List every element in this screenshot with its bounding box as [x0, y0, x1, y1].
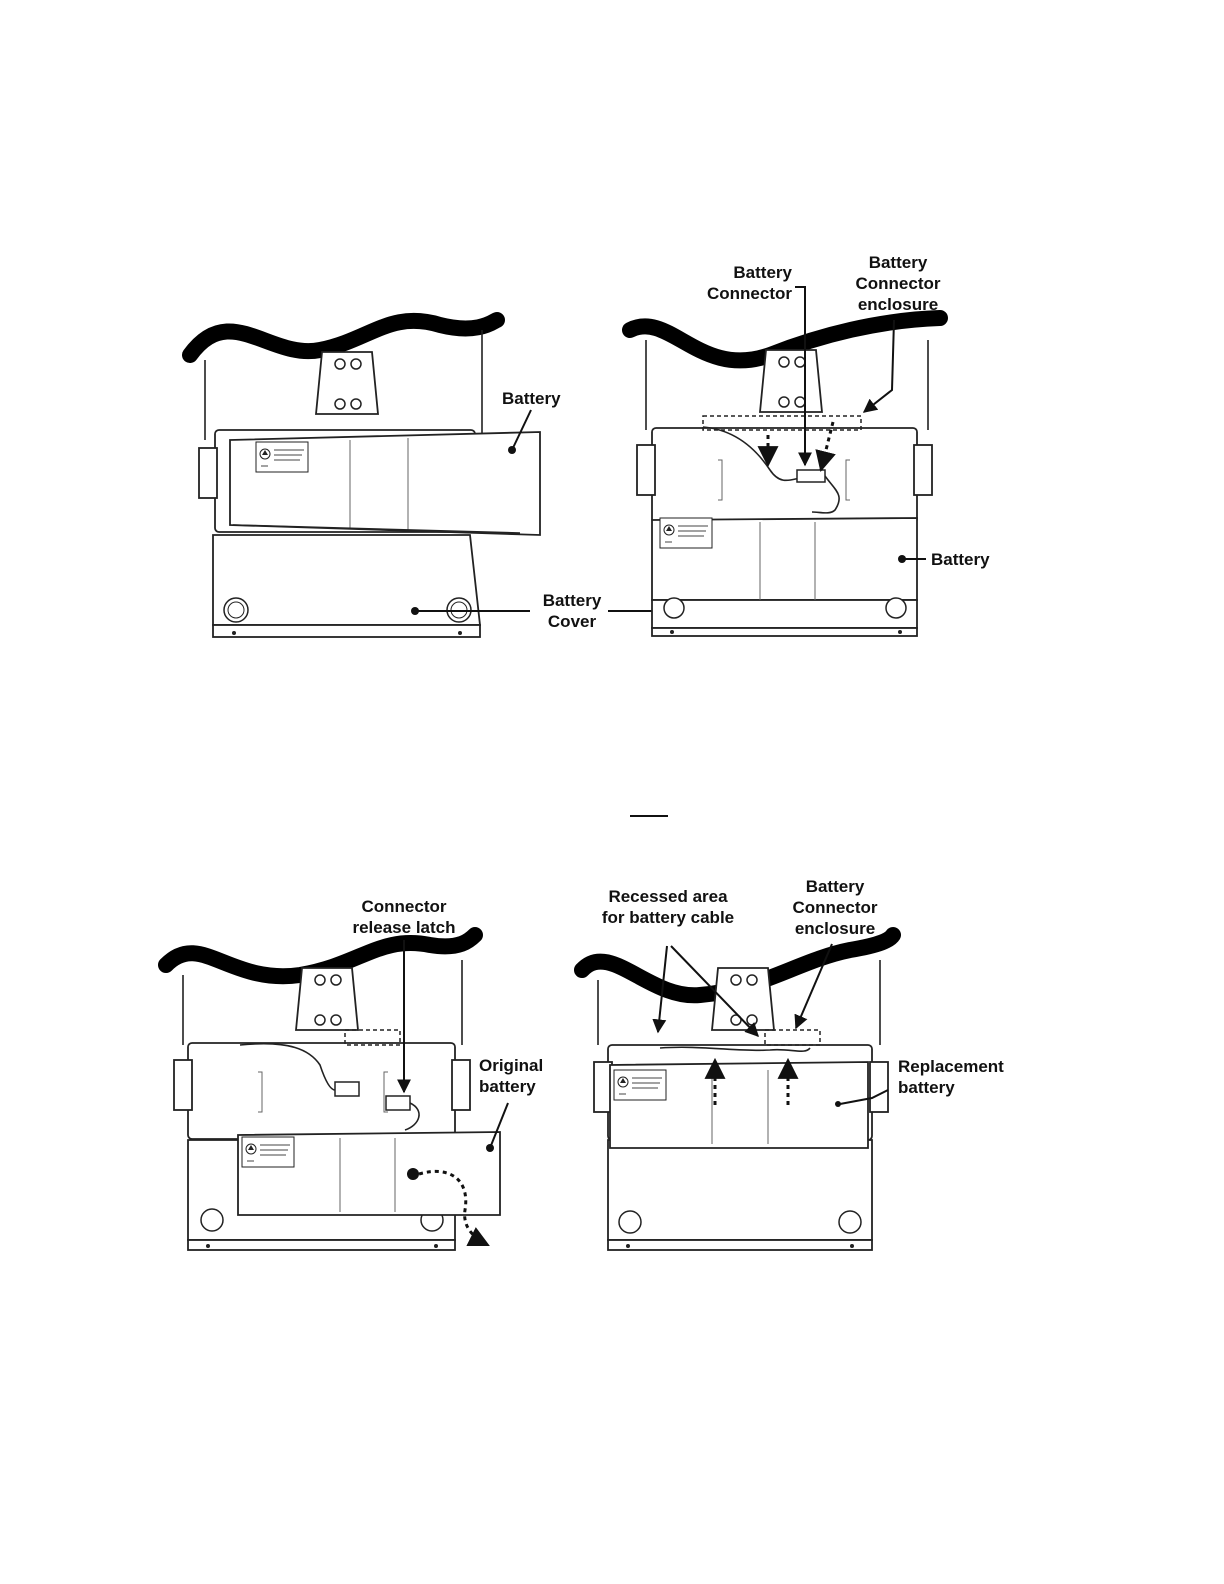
label-battery-top-left: Battery: [502, 389, 561, 408]
label-replacement-battery: Replacement battery: [898, 1057, 1004, 1097]
label-battery-connector: Battery Connector: [707, 263, 792, 303]
panel-top-left: [190, 320, 540, 637]
label-battery-top-right: Battery: [931, 550, 990, 569]
label-connector-enclosure-bottom: Battery Connector enclosure: [792, 877, 878, 938]
label-connector-enclosure-top: Battery Connector enclosure: [855, 253, 941, 314]
panel-bottom-left: [166, 935, 500, 1250]
panel-bottom-right: [582, 935, 893, 1250]
label-connector-release-latch: Connector release latch: [352, 897, 456, 937]
label-original-battery: Original battery: [479, 1056, 544, 1096]
label-recessed-area: Recessed area for battery cable: [601, 887, 735, 927]
label-battery-cover: Battery Cover: [542, 591, 602, 631]
